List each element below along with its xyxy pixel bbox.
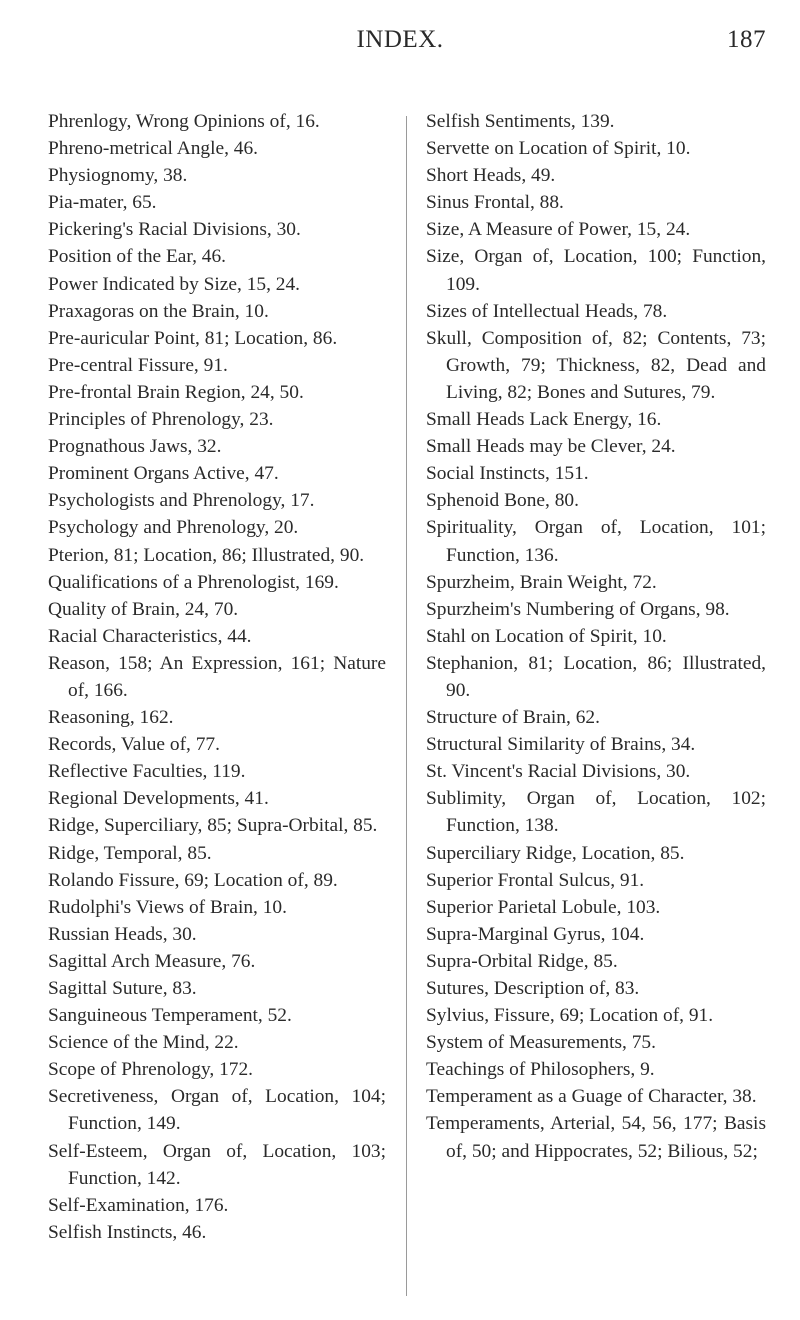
index-entry: Sphenoid Bone, 80. [426, 490, 579, 512]
index-entry: Pre-central Fissure, 91. [48, 354, 228, 376]
running-title: INDEX. [356, 26, 444, 53]
index-entry: Rudolphi's Views of Brain, 10. [48, 896, 287, 918]
index-entry: Small Heads Lack Energy, 16. [426, 409, 662, 431]
index-entry: Rolando Fissure, 69; Location of, 89. [48, 869, 338, 891]
index-entry: Stephanion, 81; Location, 86; Illustrated, 90. [426, 652, 766, 701]
index-entry: St. Vincent's Racial Divisions, 30. [426, 761, 691, 783]
index-entry: Superciliary Ridge, Location, 85. [426, 842, 685, 864]
index-entry: Sublimity, Organ of, Location, 102; Function, 138. [426, 788, 766, 837]
index-entry: Physiognomy, 38. [48, 165, 188, 187]
index-entry: Quality of Brain, 24, 70. [48, 598, 239, 620]
index-entry: Psychologists and Phrenology, 17. [48, 490, 315, 512]
index-entry: Ridge, Superciliary, 85; Supra-Orbital, 85. [48, 815, 378, 837]
index-entry: Spurzheim, Brain Weight, 72. [426, 571, 657, 593]
index-entry: Servette on Location of Spirit, 10. [426, 138, 691, 160]
index-entry: Pickering's Racial Divisions, 30. [48, 219, 301, 241]
index-entry: Qualifications of a Phrenologist, 169. [48, 571, 339, 593]
index-entry: Reason, 158; An Expression, 161; Nature of, 166. [48, 652, 386, 701]
index-entry: Temperament as a Guage of Character, 38. [426, 1086, 757, 1108]
index-entry: Short Heads, 49. [426, 165, 556, 187]
index-entry: Records, Value of, 77. [48, 734, 220, 756]
index-entry: Reasoning, 162. [48, 707, 174, 729]
index-entry: Sutures, Description of, 83. [426, 978, 640, 999]
index-entry: Spirituality, Organ of, Location, 101; Function, 136. [426, 517, 766, 566]
index-entry: Secretiveness, Organ of, Location, 104; Function, 149. [48, 1086, 386, 1135]
index-entry: Structural Similarity of Brains, 34. [426, 734, 696, 756]
index-entry: Science of the Mind, 22. [48, 1032, 239, 1054]
index-entry: Spurzheim's Numbering of Organs, 98. [426, 598, 730, 620]
index-entry: Supra-Orbital Ridge, 85. [426, 950, 618, 972]
index-entry: Regional Developments, 41. [48, 788, 269, 810]
page-header [0, 26, 800, 66]
index-entry: Racial Characteristics, 44. [48, 625, 252, 647]
index-entry: Teachings of Philosophers, 9. [426, 1059, 655, 1081]
index-entry: Superior Frontal Sulcus, 91. [426, 869, 645, 891]
index-entry: Ridge, Temporal, 85. [48, 842, 212, 864]
index-column-left [48, 108, 386, 1246]
index-entry: Position of the Ear, 46. [48, 246, 227, 268]
index-entry: Sizes of Intellectual Heads, 78. [426, 300, 668, 322]
column-divider [406, 116, 407, 1296]
index-entry: Scope of Phrenology, 172. [48, 1059, 254, 1081]
index-entry: Sylvius, Fissure, 69; Location of, 91. [426, 1005, 714, 1027]
index-entry: Social Instincts, 151. [426, 463, 589, 485]
index-entry: Pre-frontal Brain Region, 24, 50. [48, 381, 304, 403]
index-entry: Phreno-metrical Angle, 46. [48, 138, 259, 160]
index-entry: Superior Parietal Lobule, 103. [426, 896, 661, 918]
index-entry: Selfish Sentiments, 139. [426, 111, 615, 132]
index-entry: Sinus Frontal, 88. [426, 192, 564, 214]
index-entry: Russian Heads, 30. [48, 923, 197, 945]
index-entry: Self-Examination, 176. [48, 1194, 229, 1216]
index-entry: Prognathous Jaws, 32. [48, 436, 222, 458]
index-entry: Prominent Organs Active, 47. [48, 463, 279, 485]
index-entry: Temperaments, Arterial, 54, 56, 177; Basis of, 50; and Hippocrates, 52; Bilious, 52; [426, 1113, 766, 1162]
index-entry: System of Measurements, 75. [426, 1032, 656, 1054]
index-entry: Sanguineous Temperament, 52. [48, 1005, 292, 1027]
index-entry: Phrenlogy, Wrong Opinions of, 16. [48, 111, 320, 132]
index-entry: Power Indicated by Size, 15, 24. [48, 273, 301, 295]
index-entry: Praxagoras on the Brain, 10. [48, 300, 269, 322]
index-entry: Small Heads may be Clever, 24. [426, 436, 676, 458]
index-entry: Principles of Phrenology, 23. [48, 409, 274, 431]
index-entry: Stahl on Location of Spirit, 10. [426, 625, 667, 647]
index-entry: Structure of Brain, 62. [426, 707, 600, 729]
index-entry: Skull, Composition of, 82; Contents, 73; Growth, 79; Thickness, 82, Dead and Living, 82; Bones and Sutures, 79. [426, 327, 766, 403]
index-entry: Pterion, 81; Location, 86; Illustrated, 90. [48, 544, 365, 566]
index-entry: Pre-auricular Point, 81; Location, 86. [48, 327, 338, 349]
index-entry: Supra-Marginal Gyrus, 104. [426, 923, 645, 945]
index-entry: Sagittal Suture, 83. [48, 978, 197, 999]
index-column-right [426, 108, 766, 1165]
index-entry: Reflective Faculties, 119. [48, 761, 246, 783]
index-entry: Self-Esteem, Organ of, Location, 103; Function, 142. [48, 1140, 386, 1189]
index-entry: Selfish Instincts, 46. [48, 1221, 207, 1243]
index-entry: Size, A Measure of Power, 15, 24. [426, 219, 691, 241]
index-entry: Psychology and Phrenology, 20. [48, 517, 299, 539]
index-entry: Size, Organ of, Location, 100; Function, 109. [426, 246, 766, 295]
index-entry: Sagittal Arch Measure, 76. [48, 950, 256, 972]
index-entry: Pia-mater, 65. [48, 192, 157, 214]
page-number: 187 [727, 26, 766, 53]
